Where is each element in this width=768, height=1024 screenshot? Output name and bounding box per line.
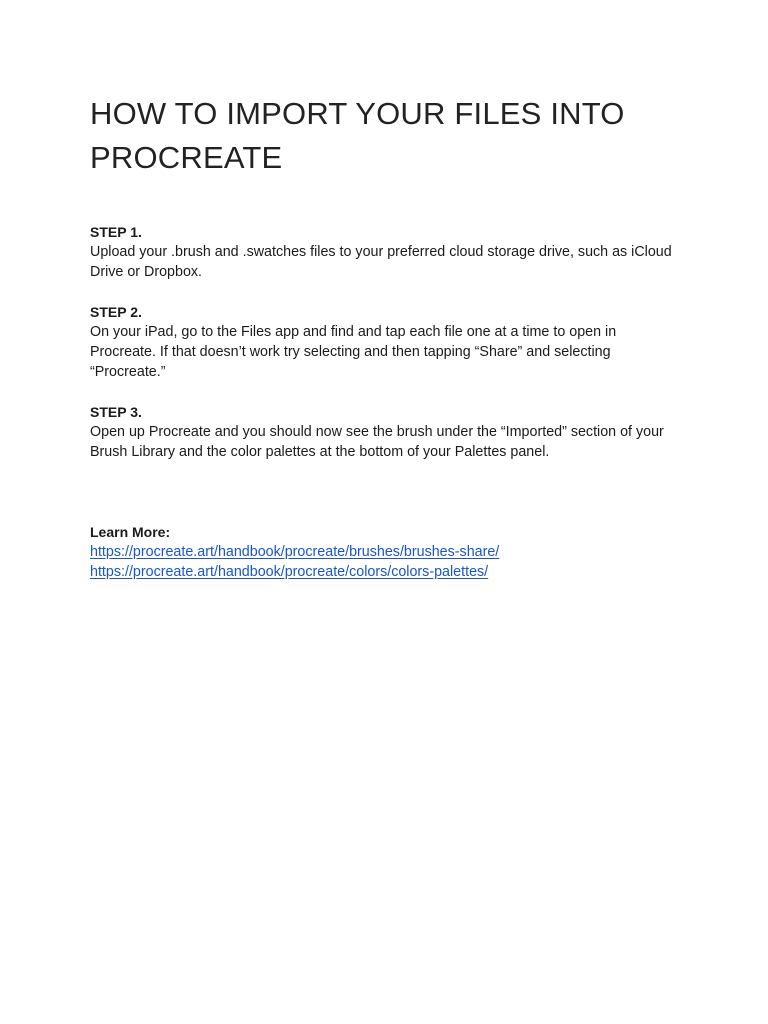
step-heading: STEP 2.	[90, 304, 142, 320]
step-heading: STEP 1.	[90, 224, 142, 240]
step-heading: STEP 3.	[90, 404, 142, 420]
step-body: On your iPad, go to the Files app and find and tap each file one at a time to open in Procreate. If that doesn’t work try selecting and then tapping “Share” and selecting “Procreate.”	[90, 324, 617, 380]
brushes-share-link[interactable]: https://procreate.art/handbook/procreate/brushes/brushes-share/	[90, 544, 500, 560]
step-3	[90, 402, 678, 462]
learn-more-heading: Learn More:	[90, 524, 171, 540]
page-title: HOW TO IMPORT YOUR FILES INTO PROCREATE	[90, 96, 625, 175]
steps-list	[90, 222, 678, 462]
learn-more-section	[90, 522, 678, 582]
step-body: Upload your .brush and .swatches files to your preferred cloud storage drive, such as iCloud Drive or Dropbox.	[90, 244, 672, 280]
step-2	[90, 302, 678, 382]
colors-palettes-link[interactable]: https://procreate.art/handbook/procreate/colors/colors-palettes/	[90, 564, 489, 580]
step-body: Open up Procreate and you should now see the brush under the “Imported” section of your Brush Library and the color palettes at the bottom of your Palettes panel.	[90, 424, 664, 460]
step-1	[90, 222, 678, 282]
